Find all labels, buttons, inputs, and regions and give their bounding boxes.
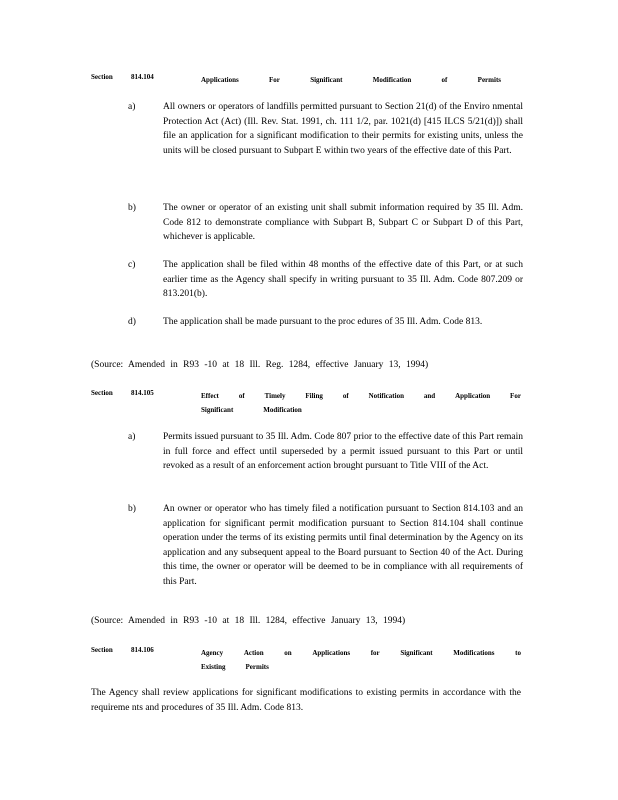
- item-text: Permits issued pursuant to 35 Ill. Adm. Code 807 prior to the effective date of this Part remain in full force and effect until superseded by a permit issued pursuant to this Part or until revoked as a result of an enforcement action brought pursuant to Title VIII of the Act.: [163, 432, 523, 472]
- title-word: Applications: [201, 76, 239, 84]
- title-word: Modifications: [453, 649, 495, 657]
- title-word: Permits: [477, 76, 501, 84]
- title-word: Notification: [368, 392, 404, 400]
- source-note: (Source: Amended in R93 -10 at 18 Ill. 1284, effective January 13, 1994): [91, 616, 406, 626]
- title-word: and: [423, 392, 436, 400]
- title-word: For: [269, 76, 280, 84]
- item-label: c): [128, 260, 136, 270]
- section-body-text: The Agency shall review applications for significant modifications to existing permits in accordance with the requireme nts and procedures of 35 Ill. Adm. Code 813.: [91, 688, 521, 713]
- title-word: Modification: [263, 406, 302, 414]
- title-word: of: [238, 392, 245, 400]
- section-number: 814.104: [131, 73, 154, 81]
- title-word: Permits: [245, 663, 269, 671]
- title-word: Effect: [201, 392, 219, 400]
- title-word: of: [441, 76, 448, 84]
- section-number: 814.105: [131, 389, 154, 397]
- title-word: to: [515, 649, 521, 657]
- title-word: Existing: [201, 663, 226, 671]
- item-text: The application shall be filed within 48 months of the effective date of this Part, or at such earlier time as the Agency shall specify in writing pursuant to 35 Ill. Adm. Code 807.209 or 813.201(b).: [163, 260, 523, 300]
- item-text: The owner or operator of an existing unit shall submit information required by 35 Ill. Adm. Code 812 to demonstrate compliance with Subpart B, Subpart C or Subpart D of this Part, whichever is applicable.: [163, 203, 523, 243]
- item-text: All owners or operators of landfills permitted pursuant to Section 21(d) of the Enviro nmental Protection Act (Act) (Ill. Rev. Stat. 1991, ch. 111 1/2, par. 1021(d) [415 ILCS 5/21(d)]) shall file an application for a significant modification to their permits for existing units, unless the units will be closed pursuant to Subpart E within two years of the effective date of this Part.: [163, 102, 523, 156]
- section-title: [201, 73, 501, 87]
- section-title: [201, 389, 521, 417]
- title-word: on: [284, 649, 292, 657]
- item-label: b): [128, 203, 136, 213]
- item-text: An owner or operator who has timely filed a notification pursuant to Section 814.103 and an application for significant permit modification pursuant to Section 814.104 shall continue operation under the terms of its existing permits until final determination by the Agency on its application and any subsequent appeal to the Board pursuant to Section 40 of the Act. During this time, the owner or operator will be deemed to be in compliance with all requirements of this Part.: [163, 504, 523, 587]
- section-title: [201, 646, 521, 674]
- item-label: d): [128, 317, 136, 327]
- item-text: The application shall be made pursuant to the proc edures of 35 Ill. Adm. Code 813.: [163, 317, 483, 327]
- section-label: Section: [91, 389, 113, 397]
- title-word: Timely: [264, 392, 286, 400]
- title-word: Significant: [400, 649, 433, 657]
- title-word: Agency: [201, 649, 224, 657]
- title-word: Applications: [312, 649, 351, 657]
- section-number: 814.106: [131, 646, 154, 654]
- section-label: Section: [91, 73, 113, 81]
- title-word: for: [370, 649, 380, 657]
- title-word: Significant: [310, 76, 343, 84]
- title-word: Application: [455, 392, 491, 400]
- item-label: a): [128, 102, 136, 112]
- title-word: of: [342, 392, 349, 400]
- section-label: Section: [91, 646, 113, 654]
- title-word: Significant: [201, 406, 234, 414]
- item-label: a): [128, 432, 136, 442]
- title-word: For: [510, 392, 521, 400]
- source-note: (Source: Amended in R93 -10 at 18 Ill. Reg. 1284, effective January 13, 1994): [91, 360, 429, 370]
- title-word: Filing: [305, 392, 323, 400]
- title-word: Action: [243, 649, 264, 657]
- title-word: Modification: [372, 76, 412, 84]
- item-label: b): [128, 504, 136, 514]
